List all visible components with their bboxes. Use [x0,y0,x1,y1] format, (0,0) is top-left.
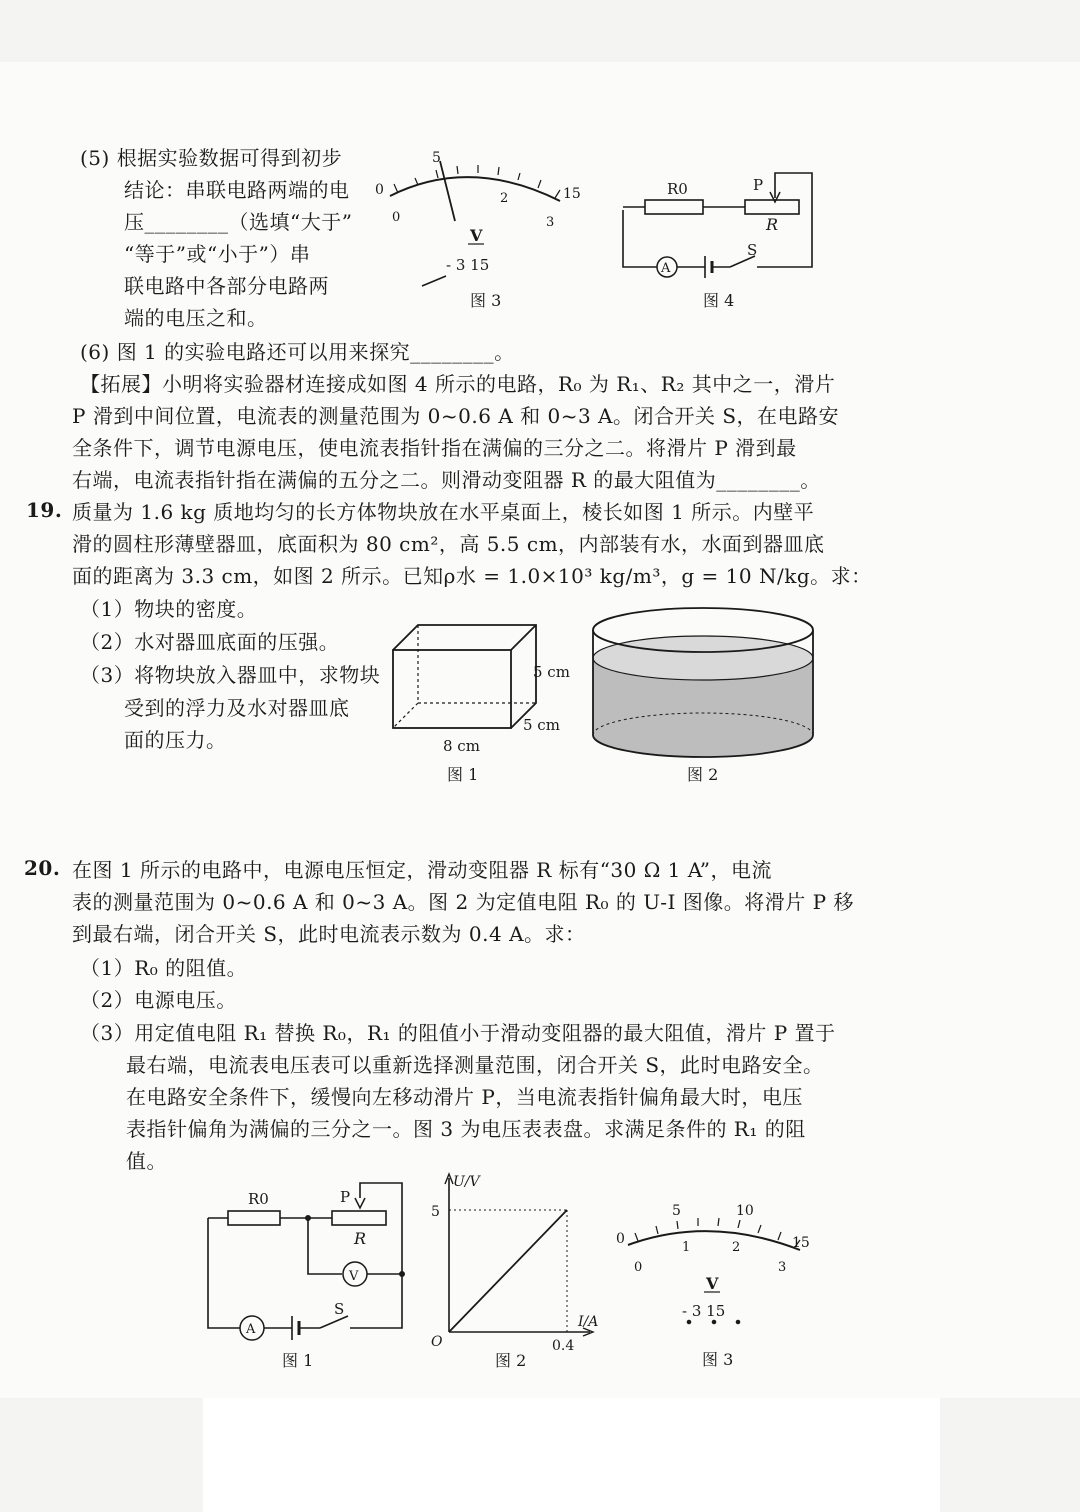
q20-item3-cont1: 最右端，电流表电压表可以重新选择测量范围，闭合开关 S，此时电路安全。 [126,1053,824,1077]
q20-fig1-voltmeter: V [349,1269,359,1284]
q20-line1: 在图 1 所示的电路中，电源电压恒定，滑动变阻器 R 标有“30 Ω 1 A”，电流 [72,858,772,882]
q20-fig1-ammeter: A [246,1322,256,1337]
q18-fig4-r-label: R [766,215,779,234]
q19-fig1-dim-height: 5 cm [533,663,570,681]
q20-number: 20. [24,856,61,880]
q18-fig4-r0-label: R0 [667,180,688,198]
q20-item3-cont4: 值。 [126,1149,167,1173]
q20-fig3-tick-0: 0 [616,1231,625,1247]
q18-fig3-tick-15: 15 [563,186,581,202]
q19-fig1-box [385,615,585,790]
q19-fig2-cylinder [585,600,820,790]
q18-p5-line4: “等于”或“小于”）串 [124,242,311,266]
q20-fig2-xtick: 0.4 [552,1338,575,1354]
q20-fig2-xlabel: I/A [578,1314,599,1330]
q20-item3: （3）用定值电阻 R₁ 替换 R₀，R₁ 的阻值小于滑动变阻器的最大阻值，滑片 P 置于 [80,1021,836,1045]
q18-fig3-tick-0: 0 [375,182,384,198]
q20-fig2-ytick: 5 [431,1204,440,1220]
q18-p5-line1: (5) 根据实验数据可得到初步 [80,146,343,170]
q18-ext-line3: 全条件下，调节电源电压，使电流表指针指在满偏的三分之二。将滑片 P 滑到最 [72,436,797,460]
q20-line3: 到最右端，闭合开关 S，此时电流表示数为 0.4 A。求： [72,922,586,946]
q20-fig2-caption: 图 2 [495,1351,527,1370]
q19-line1: 质量为 1.6 kg 质地均匀的长方体物块放在水平桌面上，棱长如图 1 所示。内壁平 [72,500,815,524]
q20-fig2-ylabel: U/V [453,1174,480,1190]
q20-fig3-inner-3: 3 [778,1260,787,1275]
q18-fig4-s-label: S [747,241,758,259]
q20-fig3-voltmeter [610,1195,820,1375]
q18-fig3-terminals: - 3 15 [446,256,490,274]
q20-fig3-inner-2: 2 [732,1240,741,1255]
q19-item3: （3）将物块放入器皿中，求物块 [80,663,381,687]
q19-fig1-dim-depth: 5 cm [523,716,560,734]
q18-fig3-unit: V [470,226,483,245]
q20-fig1-s-label: S [334,1300,345,1318]
q20-fig2-data-line [449,1210,567,1332]
q19-fig1-dim-length: 8 cm [443,737,480,755]
q20-item1: （1）R₀ 的阻值。 [80,956,248,980]
q20-fig3-caption: 图 3 [702,1350,734,1369]
q18-fig3-inner-3: 3 [546,215,555,230]
q18-ext-line2: P 滑到中间位置，电流表的测量范围为 0~0.6 A 和 0~3 A。闭合开关 S，在电路安 [72,404,840,428]
q19-number: 19. [26,498,63,522]
q18-p6: (6) 图 1 的实验电路还可以用来探究________。 [80,340,515,364]
q20-fig3-tick-15: 15 [792,1235,810,1251]
q19-fig2-caption: 图 2 [687,765,719,784]
q19-item2: （2）水对器皿底面的压强。 [80,630,340,654]
q20-item3-cont2: 在电路安全条件下，缓慢向左移动滑片 P，当电流表指针偏角最大时，电压 [126,1085,803,1109]
q18-p5-line5: 联电路中各部分电路两 [124,274,329,298]
q18-p5-line3: 压________（选填“大于” [124,210,353,234]
q19-item3-cont1: 受到的浮力及水对器皿底 [124,696,350,720]
q18-fig3-tick-5: 5 [432,150,441,166]
q20-fig2-ui-graph [425,1170,610,1375]
q18-fig3-caption: 图 3 [470,291,502,310]
q20-fig1-p-label: P [340,1188,351,1206]
q18-p5-line2: 结论：串联电路两端的电 [124,178,350,202]
q18-ext-line1: 【拓展】小明将实验器材连接成如图 4 所示的电路，R₀ 为 R₁、R₂ 其中之一，滑片 [80,372,836,396]
blank-area [203,1398,940,1512]
q20-fig3-unit: V [706,1274,719,1293]
q20-fig1-circuit [200,1180,415,1375]
q19-item1: （1）物块的密度。 [80,597,258,621]
q18-ext-line4: 右端，电流表指针指在满偏的五分之二。则滑动变阻器 R 的最大阻值为________。 [72,468,821,492]
q19-item3-cont2: 面的压力。 [124,728,227,752]
q18-fig4-ammeter: A [661,261,671,276]
q18-fig3-inner-0: 0 [392,210,401,225]
q18-fig4-p-label: P [753,176,764,194]
q19-fig1-caption: 图 1 [447,765,479,784]
q20-item2: （2）电源电压。 [80,988,237,1012]
q20-fig1-r-label: R [354,1229,367,1248]
q20-fig3-tick-10: 10 [736,1203,754,1219]
q20-item3-cont3: 表指针偏角为满偏的三分之一。图 3 为电压表表盘。求满足条件的 R₁ 的阻 [126,1117,806,1141]
q20-fig3-inner-0: 0 [634,1260,643,1275]
q20-fig3-terminals: - 3 15 [682,1302,726,1320]
q18-fig3-voltmeter [360,146,590,316]
q20-fig2-origin: O [431,1334,443,1350]
q20-fig1-caption: 图 1 [282,1351,314,1370]
q18-fig4-circuit [615,170,825,315]
q18-fig4-caption: 图 4 [703,291,735,310]
q19-line3: 面的距离为 3.3 cm，如图 2 所示。已知ρ水 = 1.0×10³ kg/m³，g = 10 N/kg。求： [72,564,872,588]
q20-fig3-tick-5: 5 [672,1203,681,1219]
q18-fig3-inner-2: 2 [500,191,509,206]
q20-fig3-inner-1: 1 [682,1240,691,1255]
q20-line2: 表的测量范围为 0~0.6 A 和 0~3 A。图 2 为定值电阻 R₀ 的 U-I 图像。将滑片 P 移 [72,890,854,914]
q20-fig1-r0-label: R0 [248,1190,269,1208]
q19-line2: 滑的圆柱形薄壁器皿，底面积为 80 cm²，高 5.5 cm，内部装有水，水面到器皿底 [72,532,825,556]
q18-p5-line6: 端的电压之和。 [124,306,268,330]
